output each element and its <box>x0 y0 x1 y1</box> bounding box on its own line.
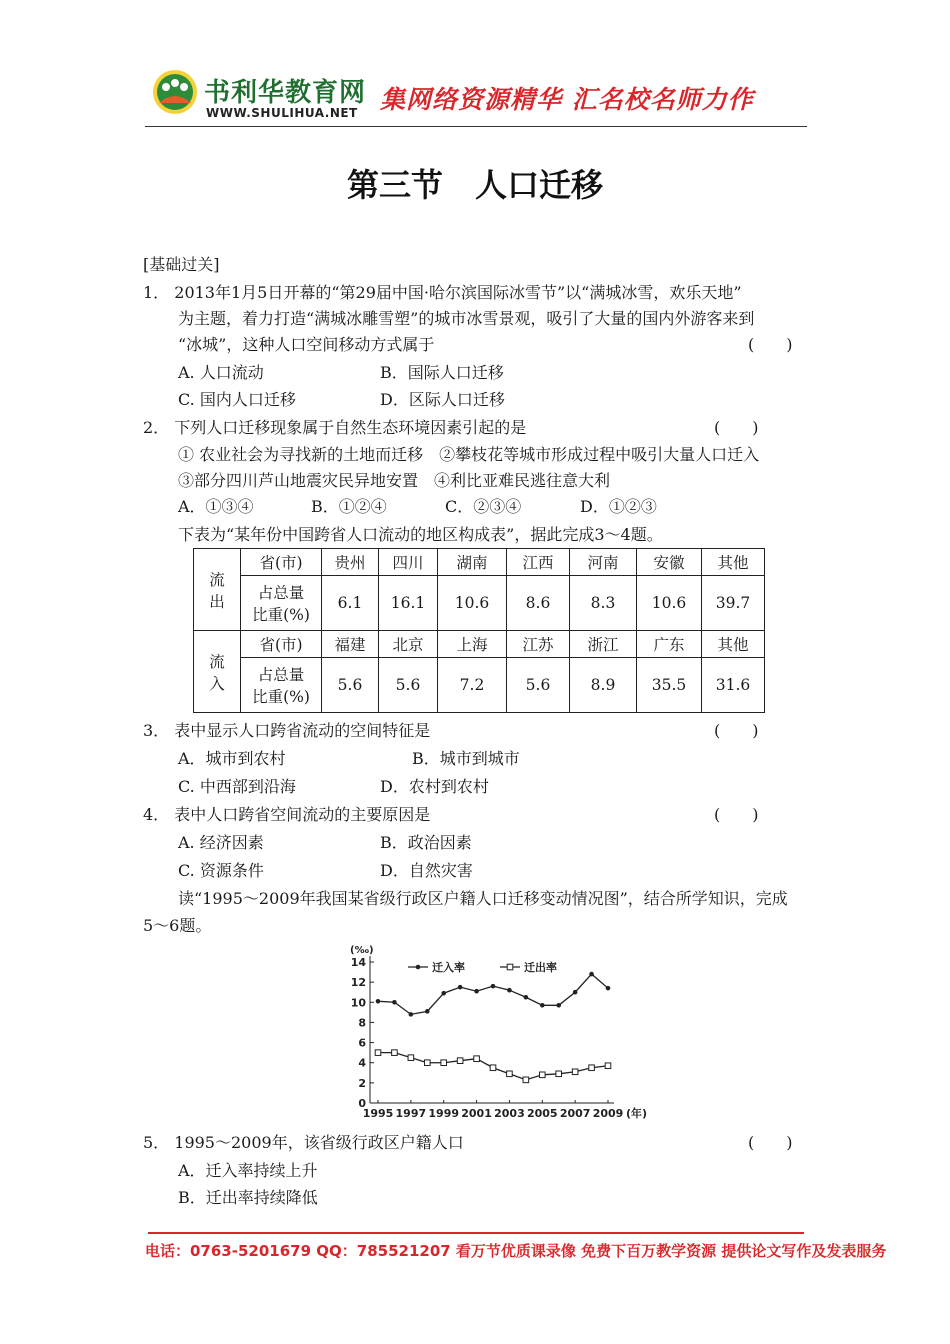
footer-divider <box>148 1232 804 1234</box>
q3-option-d: D．农村到农村 <box>380 777 489 796</box>
q2-option-c: C．②③④ <box>445 497 522 516</box>
legend-immigration-label: 迁入率 <box>432 961 465 974</box>
q2-answer-paren: ( ) <box>714 418 759 437</box>
emigration-rate-point <box>556 1071 562 1077</box>
emigration-rate-point <box>572 1069 578 1075</box>
in-province-cell: 江苏 <box>507 631 570 658</box>
emigration-rate-point <box>441 1060 447 1066</box>
q1-option-c: C. 国内人口迁移 <box>178 390 296 409</box>
q3-option-c: C. 中西部到沿海 <box>178 777 296 796</box>
emigration-rate-point <box>490 1065 496 1071</box>
out-value-cell: 8.6 <box>507 576 570 631</box>
out-value-cell: 10.6 <box>438 576 507 631</box>
q2-items-line-1: ① 农业社会为寻找新的土地而迁移 ②攀枝花等城市形成过程中吸引大量人口迁入 <box>178 445 760 464</box>
in-value-cell: 5.6 <box>379 658 438 713</box>
q4-option-d: D．自然灾害 <box>380 861 473 880</box>
y-tick-label: 2 <box>358 1076 366 1090</box>
out-province-cell: 湖南 <box>438 549 507 576</box>
q5-option-b: B．迁出率持续降低 <box>178 1188 318 1207</box>
y-tick-label: 12 <box>350 976 366 990</box>
out-value-cell: 16.1 <box>379 576 438 631</box>
out-province-cell: 河南 <box>570 549 637 576</box>
in-province-cell: 北京 <box>379 631 438 658</box>
q3-answer-paren: ( ) <box>714 721 759 740</box>
table-row <box>194 576 765 631</box>
x-tick-label: 2007 <box>559 1107 591 1120</box>
x-tick-label: 2003 <box>494 1107 525 1120</box>
emigration-rate-point <box>523 1077 529 1083</box>
emigration-rate-point <box>457 1058 463 1064</box>
in-value-cell: 35.5 <box>637 658 702 713</box>
page-title: 第三节 人口迁移 <box>346 166 603 204</box>
in-province-cell: 福建 <box>322 631 379 658</box>
table-row <box>194 631 765 658</box>
q4-option-a: A. 经济因素 <box>178 833 264 852</box>
in-label-char-2: 入 <box>209 674 225 693</box>
share-header-line-2: 比重(%) <box>252 688 310 706</box>
x-tick-label: 1995 <box>362 1107 394 1120</box>
immigration-rate-point <box>392 1000 397 1005</box>
x-tick-label: 2001 <box>461 1107 492 1120</box>
immigration-rate-line <box>378 974 608 1014</box>
q2-items-line-2: ③部分四川芦山地震灾民异地安置 ④利比亚难民逃往意大利 <box>178 471 611 490</box>
immigration-rate-point <box>376 999 381 1004</box>
out-value-cell: 39.7 <box>702 576 765 631</box>
q1-line-3: “冰城”，这种人口空间移动方式属于 <box>178 335 435 354</box>
out-province-cell: 安徽 <box>637 549 702 576</box>
in-value-cell: 8.9 <box>570 658 637 713</box>
in-province-cell: 其他 <box>702 631 765 658</box>
out-label-char-1: 流 <box>209 570 225 589</box>
y-tick-label: 6 <box>358 1036 366 1050</box>
legend-emigration-marker <box>507 964 513 970</box>
q5-option-a: A．迁入率持续上升 <box>178 1161 318 1180</box>
immigration-rate-point <box>441 991 446 996</box>
emigration-rate-point <box>605 1063 611 1069</box>
immigration-rate-point <box>409 1012 414 1017</box>
in-province-cell: 浙江 <box>570 631 637 658</box>
immigration-rate-point <box>524 995 529 1000</box>
q2-option-d: D．①②③ <box>580 497 657 516</box>
in-value-cell: 7.2 <box>438 658 507 713</box>
brand-name: 书利华教育网 <box>204 78 367 108</box>
out-value-cell: 6.1 <box>322 576 379 631</box>
in-value-cell: 5.6 <box>322 658 379 713</box>
in-share-header <box>241 658 322 713</box>
share-header-line-1: 占总量 <box>257 584 305 602</box>
table-row <box>194 658 765 713</box>
q4-answer-paren: ( ) <box>714 805 759 824</box>
out-province-header: 省(市) <box>241 549 322 576</box>
q3-stem: 3． 表中显示人口跨省流动的空间特征是 <box>143 721 431 740</box>
migration-line-chart <box>340 940 650 1122</box>
x-tick-label: 1999 <box>428 1107 460 1120</box>
table-intro: 下表为“某年份中国跨省人口流动的地区构成表”，据此完成3～4题。 <box>178 525 663 544</box>
header-divider <box>145 126 807 127</box>
x-tick-label: 2009 <box>592 1107 624 1120</box>
q1-option-b: B．国际人口迁移 <box>380 363 504 382</box>
chart-intro-line-2: 5～6题。 <box>143 916 212 935</box>
emigration-rate-point <box>424 1060 430 1066</box>
q1-line-2: 为主题，着力打造“满城冰雕雪塑”的城市冰雪景观，吸引了大量的国内外游客来到 <box>178 309 755 328</box>
q1-answer-paren: ( ) <box>748 335 793 354</box>
logo-icon <box>152 69 198 115</box>
out-share-header <box>241 576 322 631</box>
immigration-rate-point <box>507 988 512 993</box>
q2-option-a: A．①③④ <box>178 497 254 516</box>
brand-url: WWW.SHULIHUA.NET <box>206 106 358 120</box>
y-tick-label: 0 <box>358 1097 366 1110</box>
out-province-cell: 其他 <box>702 549 765 576</box>
x-axis-unit-label: (年) <box>626 1107 648 1120</box>
q2-stem: 2． 下列人口迁移现象属于自然生态环境因素引起的是 <box>143 418 527 437</box>
y-tick-label: 8 <box>358 1016 366 1030</box>
y-tick-label: 4 <box>358 1056 366 1070</box>
y-tick-label: 14 <box>350 956 366 969</box>
emigration-rate-point <box>507 1071 513 1077</box>
immigration-rate-point <box>606 986 611 991</box>
in-label-cell <box>194 631 241 713</box>
q4-stem: 4． 表中人口跨省空间流动的主要原因是 <box>143 805 431 824</box>
legend-immigration-marker <box>416 965 421 970</box>
q5-stem: 5． 1995～2009年，该省级行政区户籍人口 <box>143 1133 464 1152</box>
y-tick-label: 10 <box>350 996 366 1010</box>
in-province-cell: 上海 <box>438 631 507 658</box>
q2-option-b: B．①②④ <box>311 497 387 516</box>
emigration-rate-point <box>392 1050 398 1056</box>
in-label-char-1: 流 <box>209 652 225 671</box>
in-value-cell: 5.6 <box>507 658 570 713</box>
in-value-cell: 31.6 <box>702 658 765 713</box>
immigration-rate-point <box>491 984 496 989</box>
out-label-char-2: 出 <box>209 592 225 611</box>
out-province-cell: 贵州 <box>322 549 379 576</box>
out-province-cell: 江西 <box>507 549 570 576</box>
q1-option-a: A. 人口流动 <box>178 363 264 382</box>
table-row <box>194 549 765 576</box>
out-value-cell: 8.3 <box>570 576 637 631</box>
out-province-cell: 四川 <box>379 549 438 576</box>
share-header-line-1: 占总量 <box>257 666 305 684</box>
y-axis-unit-label: (‰) <box>350 945 374 956</box>
emigration-rate-point <box>375 1050 381 1056</box>
chart-intro-line-1: 读“1995～2009年我国某省级行政区户籍人口迁移变动情况图”，结合所学知识，完成 <box>178 889 788 908</box>
share-header-line-2: 比重(%) <box>252 606 310 624</box>
q3-option-a: A．城市到农村 <box>178 749 286 768</box>
immigration-rate-point <box>589 972 594 977</box>
immigration-rate-point <box>556 1003 561 1008</box>
immigration-rate-point <box>458 985 463 990</box>
legend-emigration-label: 迁出率 <box>524 961 557 974</box>
q5-answer-paren: ( ) <box>748 1133 793 1152</box>
out-label-cell <box>194 549 241 631</box>
emigration-rate-point <box>408 1055 414 1061</box>
migration-table <box>193 548 765 713</box>
emigration-rate-point <box>539 1072 545 1078</box>
header-slogan: 集网络资源精华 汇名校名师力作 <box>380 85 754 114</box>
q1-option-d: D．区际人口迁移 <box>380 390 505 409</box>
immigration-rate-point <box>474 989 479 994</box>
emigration-rate-point <box>474 1056 480 1062</box>
immigration-rate-point <box>573 990 578 995</box>
q1-line-1: 1． 2013年1月5日开幕的“第29届中国·哈尔滨国际冰雪节”以“满城冰雪，欢乐天地” <box>143 283 742 302</box>
q4-option-b: B．政治因素 <box>380 833 472 852</box>
immigration-rate-point <box>425 1009 430 1014</box>
q3-option-b: B．城市到城市 <box>412 749 520 768</box>
q4-option-c: C. 资源条件 <box>178 861 264 880</box>
in-province-cell: 广东 <box>637 631 702 658</box>
out-value-cell: 10.6 <box>637 576 702 631</box>
x-tick-label: 1997 <box>395 1107 427 1120</box>
in-province-header: 省(市) <box>241 631 322 658</box>
section-label: [基础过关] <box>143 255 220 274</box>
emigration-rate-point <box>589 1065 595 1071</box>
x-tick-label: 2005 <box>526 1107 558 1120</box>
immigration-rate-point <box>540 1003 545 1008</box>
footer-contact: 电话：0763-5201679 QQ：785521207 看万节优质课录像 免费下百万教学资源 提供论文写作及发表服务 <box>145 1242 887 1260</box>
